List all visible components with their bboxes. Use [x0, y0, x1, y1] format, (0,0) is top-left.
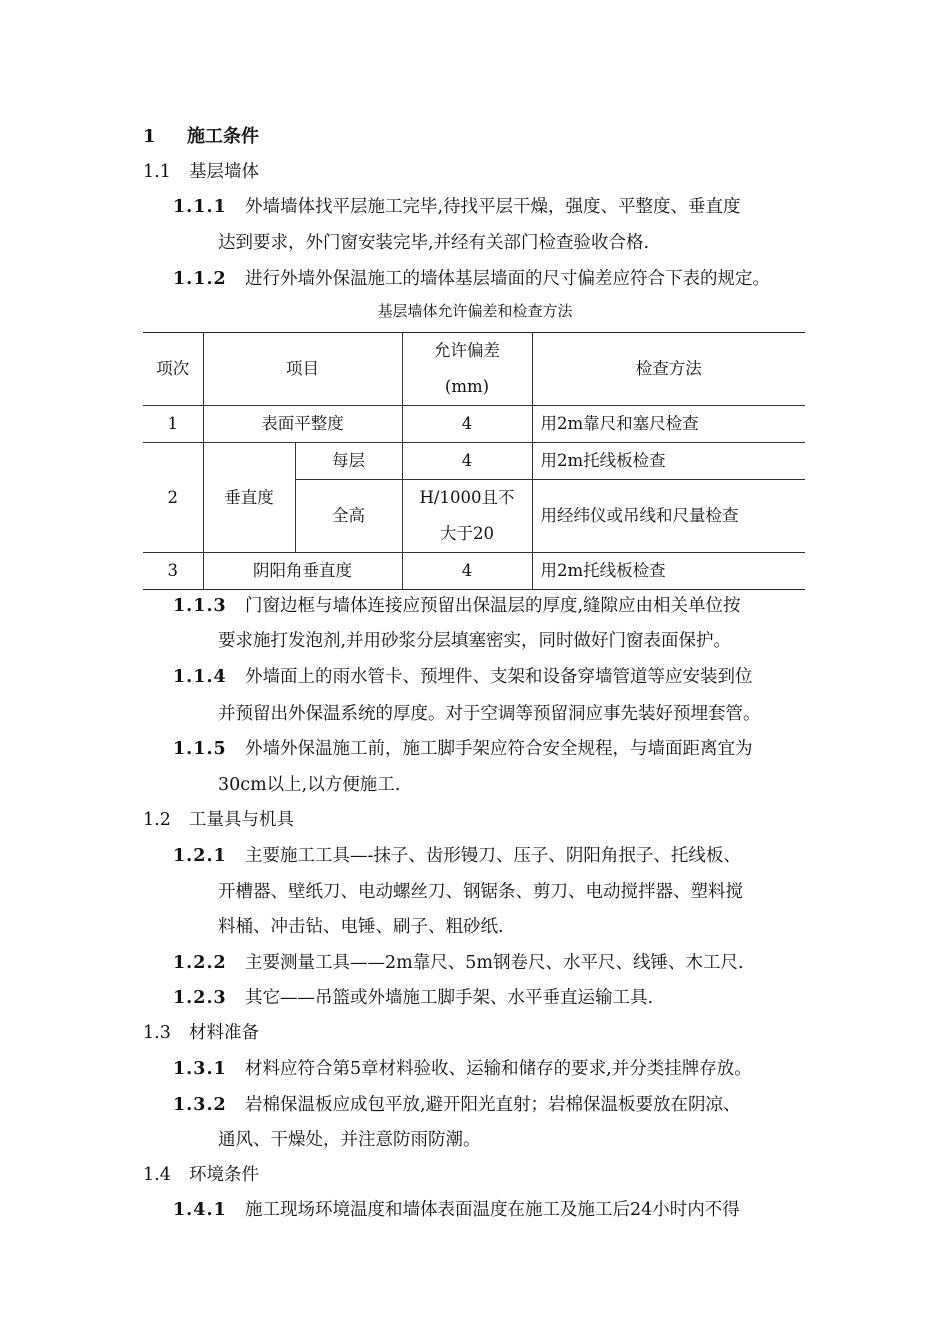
- subsection-title: 环境条件: [189, 1165, 259, 1185]
- header-tolerance-unit: (mm): [444, 377, 490, 396]
- table-caption: 基层墙体允许偏差和检查方法: [377, 302, 573, 320]
- clause-text: 30cm以上,以方便施工.: [218, 775, 401, 795]
- clause-number: 1.1.5: [173, 739, 227, 759]
- clause-text: 料桶、冲击钻、电锤、刷子、粗砂纸.: [218, 917, 504, 937]
- table-row: [143, 406, 805, 443]
- table-header-row: [143, 333, 805, 406]
- clause-number: 1.2.1: [173, 846, 227, 866]
- clause-number: 1.2.3: [173, 988, 227, 1008]
- clause-text: 要求施打发泡剂,并用砂浆分层填塞密实，同时做好门窗表面保护。: [218, 631, 732, 651]
- subsection-number: 1.3: [143, 1023, 171, 1043]
- header-item: 项目: [203, 333, 402, 406]
- clause-text: 施工现场环境温度和墙体表面温度在施工及施工后24小时内不得: [245, 1200, 740, 1220]
- cell-tolerance-line: 大于20: [440, 524, 494, 543]
- clause-text: 材料应符合第5章材料验收、运输和储存的要求,并分类挂牌存放。: [245, 1059, 752, 1079]
- cell-item: 阴阳角垂直度: [203, 553, 402, 590]
- clause-text: 外墙面上的雨水管卡、预埋件、支架和设备穿墙管道等应安装到位: [245, 667, 753, 687]
- table-row: [143, 443, 805, 480]
- subsection-title: 基层墙体: [189, 162, 259, 182]
- clause-text: 进行外墙外保温施工的墙体基层墙面的尺寸偏差应符合下表的规定。: [245, 269, 770, 289]
- clause-text: 外墙墙体找平层施工完毕,待找平层干燥，强度、平整度、垂直度: [245, 197, 741, 217]
- subsection-heading: [143, 1021, 259, 1045]
- clause-text: 开槽器、壁纸刀、电动螺丝刀、钢锯条、剪刀、电动搅拌器、塑料搅: [218, 882, 743, 902]
- clause-number: 1.1.1: [173, 197, 227, 217]
- clause-number: 1.3.1: [173, 1059, 227, 1079]
- clause-text: 并预留出外保温系统的厚度。对于空调等预留洞应事先装好预埋套管。: [218, 704, 761, 724]
- table-row: [143, 553, 805, 590]
- cell-item: 表面平整度: [203, 406, 402, 443]
- cell-tolerance: 4: [402, 406, 532, 443]
- cell-subitem: 每层: [295, 443, 402, 480]
- subsection-number: 1.1: [143, 162, 171, 182]
- header-tolerance-label: 允许偏差: [434, 341, 500, 360]
- clause-number: 1.1.4: [173, 667, 227, 687]
- clause-number: 1.4.1: [173, 1200, 227, 1220]
- subsection-number: 1.4: [143, 1165, 171, 1185]
- clause-text: 门窗边框与墙体连接应预留出保温层的厚度,缝隙应由相关单位按: [245, 596, 741, 616]
- clause-text: 岩棉保温板应成包平放,避开阳光直射；岩棉保温板要放在阴凉、: [245, 1095, 741, 1115]
- section-heading: [143, 125, 259, 149]
- clause-text: 外墙外保温施工前，施工脚手架应符合安全规程，与墙面距离宜为: [245, 739, 753, 759]
- clause-number: 1.3.2: [173, 1095, 227, 1115]
- subsection-number: 1.2: [143, 810, 171, 830]
- cell-tolerance-line: H/1000且不: [419, 488, 515, 507]
- cell-item: 垂直度: [203, 443, 295, 553]
- cell-method: 用2m靠尺和塞尺检查: [532, 406, 805, 443]
- clause-text: 主要施工工具—-抹子、齿形镘刀、压子、阴阳角抿子、托线板、: [245, 846, 741, 866]
- cell-tolerance: 4: [402, 443, 532, 480]
- clause-text: 通风、干燥处，并注意防雨防潮。: [218, 1130, 481, 1150]
- header-tolerance: [402, 333, 532, 406]
- cell-seq: 3: [143, 553, 203, 590]
- clause-number: 1.2.2: [173, 953, 227, 973]
- cell-tolerance: [402, 480, 532, 553]
- clause-text: 其它——吊篮或外墙施工脚手架、水平垂直运输工具.: [245, 988, 654, 1008]
- clause-text: 主要测量工具——2m靠尺、5m钢卷尺、水平尺、线锤、木工尺.: [245, 953, 744, 973]
- subsection-title: 工量具与机具: [189, 810, 294, 830]
- clause-number: 1.1.2: [173, 269, 227, 289]
- cell-method: 用2m托线板检查: [532, 553, 805, 590]
- subsection-title: 材料准备: [189, 1023, 259, 1043]
- section-number: 1: [143, 126, 156, 147]
- subsection-heading: [143, 1163, 259, 1187]
- cell-subitem: 全高: [295, 480, 402, 553]
- subsection-heading: [143, 160, 259, 184]
- cell-seq: 2: [143, 443, 203, 553]
- tolerance-table: [143, 332, 805, 590]
- subsection-heading: [143, 808, 294, 832]
- header-method: 检查方法: [532, 333, 805, 406]
- header-seq: 项次: [143, 333, 203, 406]
- cell-method: 用2m托线板检查: [532, 443, 805, 480]
- clause-text: 达到要求，外门窗安装完毕,并经有关部门检查验收合格.: [218, 233, 650, 253]
- cell-tolerance: 4: [402, 553, 532, 590]
- section-title: 施工条件: [187, 126, 259, 147]
- cell-method: 用经纬仪或吊线和尺量检查: [532, 480, 805, 553]
- cell-seq: 1: [143, 406, 203, 443]
- clause-number: 1.1.3: [173, 596, 227, 616]
